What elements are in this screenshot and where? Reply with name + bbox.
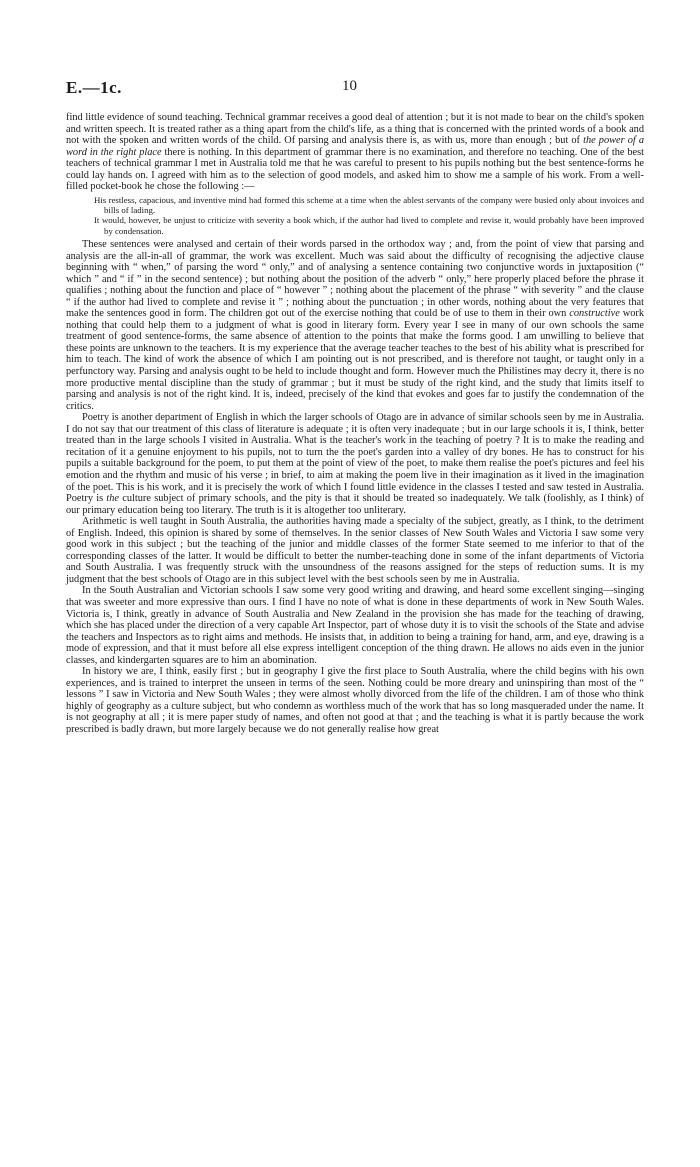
emphasis-text: the power of a word in the right place	[66, 135, 644, 158]
paragraph-arithmetic: Arithmetic is well taught in South Australia, the authorities having made a specialty of the subject, greatly, as I think, to the detriment of English. Indeed, this opinion is shared by some of themselves. In the senior classes of New South Wales and Victoria I saw some very good work in this subject ; but the teaching of the junior and middle classes of the former State seemed to me inferior to that of the corresponding classes of the latter. It would be difficult to better the number-teaching done in some of the infant departments of Victoria and South Australia. I was frequently struck with the unsoundness of the reasons assigned for the steps of reduction sums. It is my judgment that the best schools of Otago are in this subject level with the best schools seen by me in Australia.	[66, 516, 644, 585]
document-reference: E.—1c.	[66, 78, 122, 97]
paragraph-poetry	[66, 412, 644, 516]
paragraph-drawing: In the South Australian and Victorian schools I saw some very good writing and drawing, and heard some excellent singing—singing that was sweeter and more expressive than ours. I find I have no note of what is done in these departments of work in New South Wales. Victoria is, I think, greatly in advance of South Australia and New Zealand in the provision she has made for the teaching of drawing, which she has placed under the direction of a very capable Art Inspector, part of whose duty it is to visit the schools of the State and advise the teachers and Inspectors as to right aims and methods. He insists that, in addition to being a training for hand, arm, and eye, drawing is a mode of expression, and that it must before all else express intelligent conception of the thing drawn. He allows no aids even in the junior classes, and kindergarten squares are to him an abomination.	[66, 585, 644, 666]
quoted-sentences	[94, 195, 644, 236]
page-header	[66, 72, 644, 112]
paragraph-text: These sentences were analysed and certain of their words parsed in the orthodox way ; and, from the point of view that parsing and analysis are the all-in-all of grammar, the work was excellent. Much was said about the difficulty of recognising the adjective clause beginning with “ when,” of parsing the word “ only,” and of analysing a sentence containing two conjunctive words in juxtaposition (“ which ” and “ if ” in the second sentence) ; but nothing about the position of the adverb “ only,” here properly placed before the phrase it qualifies ; nothing about the function and place of “ however ” ; nothing about the placement of the phrase “ with severity ” and the clause “ if the author had lived to complete and revise it ” ; nothing about the punctuation ; in other words, nothing about the very features that make the sentences good in form. The children got out of the exercise nothing that could be of use to them in their own	[66, 239, 644, 320]
page-number: 10	[342, 78, 357, 94]
paragraph-text: culture subject of primary schools, and the pity is that it should be treated so inadequately. We talk (foolishly, as I think) of our primary education being too literary. The truth is it is altogether too unliterary.	[66, 493, 644, 516]
quoted-sentence-2: It would, however, be unjust to criticize with severity a book which, if the author had lived to complete and revise it, would probably have been improved by condensation.	[94, 215, 644, 236]
paragraph-history-geography: In history we are, I think, easily first ; but in geography I give the first place to South Australia, where the child begins with his own experiences, and is trained to interpret the unseen in terms of the seen. Nothing could be more dreary and uninspiring than most of the “ lessons ” I saw in Victoria and New South Wales ; they were almost wholly divorced from the life of the children. I am of those who think highly of geography as a culture subject, but who condemn as worthless much of the work that has so long masqueraded under the name. It is not geography at all ; it is mere paper study of names, and often not good at that ; and the teaching is what it is partly because the work prescribed is badly drawn, but more largely because we do not generally realise how great	[66, 666, 644, 735]
paragraph-text: Poetry is another department of English in which the larger schools of Otago are in advance of similar schools seen by me in Australia. I do not say that our treatment of this class of literature is adequate ; it is often very inadequate ; but in our large schools it is, I think, better treated than in the large schools I visited in Australia. What is the teacher's work in the teaching of poetry ? It is to make the reading and recitation of it a genuine enjoyment to his pupils, not to turn the the poet's garden into a valley of dry bones. He has to construct for his pupils a suitable background for the poem, to put them at the point of view of the poet, to make them realise the poet's pictures and feel his emotion and the rhythm and music of his verse ; in brief, to aim at making the poem live in their imagination as it lived in the imagination of the poet. This is his work, and it is precisely the work of which I found little evidence in the classes I tested and saw tested in Australia. Poetry is	[66, 412, 644, 505]
emphasis-text: the	[106, 493, 120, 505]
paragraph-text: find little evidence of sound teaching. Technical grammar receives a good deal of attention ; but it is not made to bear on the child's spoken and written speech. It is treated rather as a thing apart from the child's life, as a thing that is concerned with the printed words of a book and not with the spoken and written words of the child. Of parsing and analysis there is, as with us, more than enough ; but of	[66, 112, 644, 147]
paragraph-text: work nothing that could help them to a judgment of what is good in literary form. Every year I see in many of our own schools the same treatment of good sentence-forms, the same absence of attention to the points that make the forms good. I am unwilling to believe that these points are unknown to the teachers. It is my experience that the average teacher teaches to the best of his ability what is prescribed for him to teach. The kind of work the absence of which I am pointing out is not prescribed, and is therefore not taught, or taught only in a perfunctory way. Parsing and analysis ought to be held to include thought and form. However much the Philistines may decry it, there is no more productive mental discipline than the study of grammar ; but it must be study of the right kind, and the study that limits itself to parsing and analysis is not of the right kind. It is, indeed, precisely of the kind that evokes and goes far to justify the condemnation of the critics.	[66, 308, 644, 412]
paragraph-text: there is nothing. In this department of grammar there is no examination, and therefore no teaching. One of the best teachers of technical grammar I met in Australia told me that he was careful to present to his pupils nothing but the best sentence-forms he could lay hands on. I agreed with him as to the selection of good models, and asked him to show me a sample of his work. From a well-filled pocket-book he chose the following :—	[66, 146, 644, 193]
quoted-sentence-1: His restless, capacious, and inventive mind had formed this scheme at a time when the ablest servants of the company were busied only about invoices and bills of lading.	[94, 194, 644, 216]
paragraph-grammar-intro	[66, 112, 644, 193]
paragraph-analysis	[66, 239, 644, 412]
report-body	[66, 112, 644, 736]
emphasis-text: constructive	[569, 308, 620, 320]
